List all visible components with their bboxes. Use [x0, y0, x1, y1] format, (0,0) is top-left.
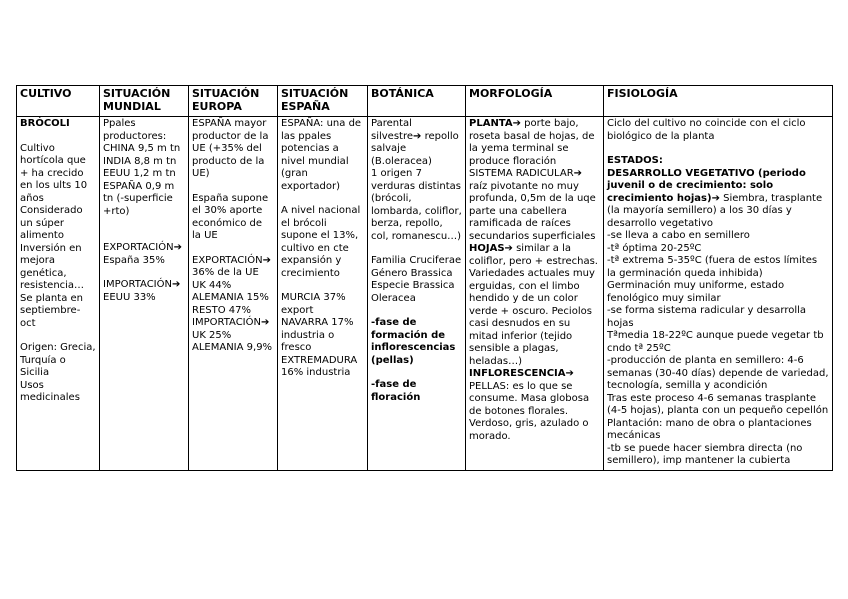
cell-situacion-mundial — [100, 117, 189, 471]
text-run: NAVARRA 17% industria o fresco — [281, 317, 354, 353]
text-run: MURCIA 37% export — [281, 292, 346, 316]
text-run-bold: ESTADOS: — [607, 155, 663, 166]
text-run: -tb se puede hacer siembra directa (no semillero), imp mantener la cubierta — [607, 442, 803, 466]
text-run-bold: BRÓCOLI — [20, 118, 70, 129]
text-run: A nivel nacional el brócoli supone el 13%, cultivo en cte expansión y crecimiento — [281, 205, 361, 279]
text-run: porte bajo, roseta basal de hojas, de la yema terminal se produce floración — [469, 118, 595, 167]
paragraph — [607, 280, 829, 305]
text-run: Ciclo del cultivo no coincide con el ciclo biológico de la planta — [607, 118, 806, 142]
text-run: similar a la coliflor, pero + estrechas. Variedades actuales muy erguidas, con el limbo hendido y de un color verde + oscuro. Peciolos casi desnudos en su mitad inferior (tejido sensible a plagas, heladas…) — [469, 243, 598, 367]
paragraph — [192, 118, 274, 181]
text-run: Género Brassica — [371, 267, 453, 279]
blank-line — [281, 193, 364, 205]
paragraph — [607, 255, 829, 280]
paragraph — [607, 393, 829, 418]
paragraph — [20, 243, 96, 293]
blank-line — [281, 280, 364, 292]
paragraph — [103, 181, 185, 219]
text-run: Germinación muy uniforme, estado fenológico muy similar — [607, 280, 785, 304]
text-run: Origen: Grecia, Turquía o Sicilia — [20, 342, 96, 378]
body-row — [17, 117, 833, 471]
paragraph — [192, 305, 274, 318]
paragraph — [607, 230, 829, 243]
text-run: CHINA 9,5 m tn — [103, 143, 181, 154]
column-header-morfologia: MORFOLOGÍA — [466, 86, 604, 117]
text-run: -se forma sistema radicular y desarrolla hojas — [607, 305, 807, 329]
broccoli-notes-table — [16, 85, 833, 471]
paragraph — [192, 317, 274, 330]
text-run: EXPORTACIÓN➔ — [103, 242, 182, 253]
text-run: Se planta en septiembre-oct — [20, 292, 83, 329]
text-run: -tª óptima 20-25ºC — [607, 242, 702, 254]
text-run: Plantación: mano de obra o plantaciones mecánicas — [607, 417, 812, 441]
text-run: SISTEMA RADICULAR➔ raíz pivotante no muy profunda, 0,5m de la uqe parte una cabellera ramificada de raíces secundarios superficiales — [469, 168, 596, 242]
blank-line — [607, 143, 829, 155]
paragraph — [371, 317, 462, 367]
paragraph — [192, 267, 274, 280]
cell-fisiologia — [604, 117, 833, 471]
paragraph — [607, 168, 829, 231]
text-run: ESPAÑA: una de las ppales potencias a nivel mundial (gran exportador) — [281, 118, 362, 192]
text-run: EEUU 33% — [103, 291, 156, 303]
text-run: España 35% — [103, 254, 165, 266]
text-run-bold: -fase de formación de inflorescencias (pellas) — [371, 317, 456, 366]
paragraph — [607, 155, 829, 168]
paragraph — [469, 381, 600, 444]
blank-line — [103, 218, 185, 230]
text-run-bold: INFLORESCENCIA➔ — [469, 368, 574, 379]
paragraph — [371, 168, 462, 243]
paragraph — [103, 156, 185, 169]
paragraph — [20, 380, 96, 405]
text-run: ESPAÑA 0,9 m tn (-superficie +rto) — [103, 180, 175, 217]
text-run: UK 25% — [192, 329, 232, 341]
blank-line — [20, 330, 96, 342]
paragraph — [20, 143, 96, 206]
paragraph — [103, 279, 185, 292]
paragraph — [103, 118, 185, 143]
blank-line — [371, 367, 462, 379]
text-run: Tªmedia 18-22ºC aunque puede vegetar tb cndo tª 25ºC — [607, 330, 824, 354]
paragraph — [371, 379, 462, 404]
paragraph — [607, 305, 829, 330]
paragraph — [192, 330, 274, 343]
paragraph — [20, 118, 96, 131]
cell-situacion-espana — [278, 117, 368, 471]
paragraph — [607, 118, 829, 143]
column-header-situacion-espana: SITUACIÓN ESPAÑA — [278, 86, 368, 117]
column-header-fisiologia: FISIOLOGÍA — [604, 86, 833, 117]
header-row — [17, 86, 833, 117]
paragraph — [281, 118, 364, 193]
column-header-situacion-mundial: SITUACIÓN MUNDIAL — [100, 86, 189, 117]
text-run: Usos medicinales — [20, 379, 80, 403]
text-run: -tª extrema 5-35ºC (fuera de estos límites la germinación queda inhibida) — [607, 255, 818, 279]
text-run: IMPORTACIÓN➔ — [192, 317, 270, 328]
text-run: Tras este proceso 4-6 semanas trasplante (4-5 hojas), planta con un pequeño cepellón — [607, 392, 829, 416]
text-run: EXPORTACIÓN➔ — [192, 254, 271, 266]
paragraph — [281, 205, 364, 280]
text-run: 1 origen 7 verduras distintas (brócoli, lombarda, coliflor, berza, repollo, col, romanescu…) — [371, 168, 462, 242]
cell-cultivo — [17, 117, 100, 471]
column-header-cultivo: CULTIVO — [17, 86, 100, 117]
text-run-bold: -fase de floración — [371, 379, 421, 403]
text-run: España supone el 30% aporte económico de la UE — [192, 192, 269, 241]
blank-line — [103, 267, 185, 279]
text-run: Especie Brassica Oleracea — [371, 280, 455, 304]
text-run: Familia Cruciferae — [371, 255, 462, 266]
paragraph — [607, 330, 829, 355]
paragraph — [469, 168, 600, 243]
paragraph — [192, 292, 274, 305]
paragraph — [281, 355, 364, 380]
paragraph — [103, 143, 185, 156]
text-run: 36% de la UE — [192, 267, 259, 278]
paragraph — [103, 242, 185, 255]
text-run: PELLAS: es lo que se consume. Masa globosa de botones florales. Verdoso, gris, azulado o morado. — [469, 380, 590, 442]
text-run: UK 44% — [192, 279, 232, 291]
blank-line — [192, 181, 274, 193]
paragraph — [103, 255, 185, 268]
paragraph — [281, 317, 364, 355]
paragraph — [607, 243, 829, 256]
cell-situacion-europa — [189, 117, 278, 471]
text-run: INDIA 8,8 m tn — [103, 155, 177, 167]
text-run: Siembra, trasplante (la mayoría semillero) a los 30 días y desarrollo vegetativo — [607, 192, 823, 229]
column-header-situacion-europa: SITUACIÓN EUROPA — [189, 86, 278, 117]
text-run: EEUU 1,2 m tn — [103, 168, 176, 179]
paragraph — [192, 342, 274, 355]
paragraph — [103, 168, 185, 181]
text-run: Considerado un súper alimento — [20, 205, 83, 241]
paragraph — [371, 255, 462, 268]
paragraph — [469, 118, 600, 168]
paragraph — [607, 443, 829, 468]
text-run: -se lleva a cabo en semillero — [607, 230, 750, 241]
paragraph — [371, 280, 462, 305]
paragraph — [469, 368, 600, 381]
column-header-botanica: BOTÁNICA — [368, 86, 466, 117]
blank-line — [371, 305, 462, 317]
text-run: ALEMANIA 15% — [192, 292, 269, 303]
text-run: -producción de planta en semillero: 4-6 semanas (30-40 días) depende de variedad, tecnología, semilla y acondición — [607, 355, 829, 391]
text-run: ALEMANIA 9,9% — [192, 342, 273, 353]
text-run-bold: PLANTA➔ — [469, 118, 521, 129]
blank-line — [103, 230, 185, 242]
paragraph — [469, 243, 600, 368]
paragraph — [192, 280, 274, 293]
paragraph — [607, 355, 829, 393]
text-run: Ppales productores: — [103, 118, 167, 142]
text-run-bold: HOJAS➔ — [469, 243, 513, 254]
text-run-bold: DESARROLLO VEGETATIVO (periodo juvenil o de crecimiento: solo crecimiento hojas)➔ — [607, 167, 806, 204]
blank-line — [20, 131, 96, 143]
paragraph — [20, 342, 96, 380]
text-run: ESPAÑA mayor productor de la UE (+35% del producto de la UE) — [192, 118, 269, 179]
paragraph — [192, 193, 274, 243]
paragraph — [20, 205, 96, 243]
paragraph — [607, 418, 829, 443]
paragraph — [20, 293, 96, 331]
text-run: IMPORTACIÓN➔ — [103, 279, 181, 290]
paragraph — [371, 118, 462, 168]
cell-morfologia — [466, 117, 604, 471]
blank-line — [371, 243, 462, 255]
text-run: RESTO 47% — [192, 304, 251, 316]
text-run: Parental silvestre➔ repollo salvaje (B.oleracea) — [371, 118, 459, 167]
text-run: Cultivo hortícola que + ha crecido en los ults 10 años — [20, 142, 88, 204]
paragraph — [281, 292, 364, 317]
paragraph — [371, 268, 462, 281]
paragraph — [192, 255, 274, 268]
cell-botanica — [368, 117, 466, 471]
text-run: Inversión en mejora genética, resistencia… — [20, 242, 85, 291]
blank-line — [192, 243, 274, 255]
paragraph — [103, 292, 185, 305]
text-run: EXTREMADURA 16% industria — [281, 354, 358, 378]
